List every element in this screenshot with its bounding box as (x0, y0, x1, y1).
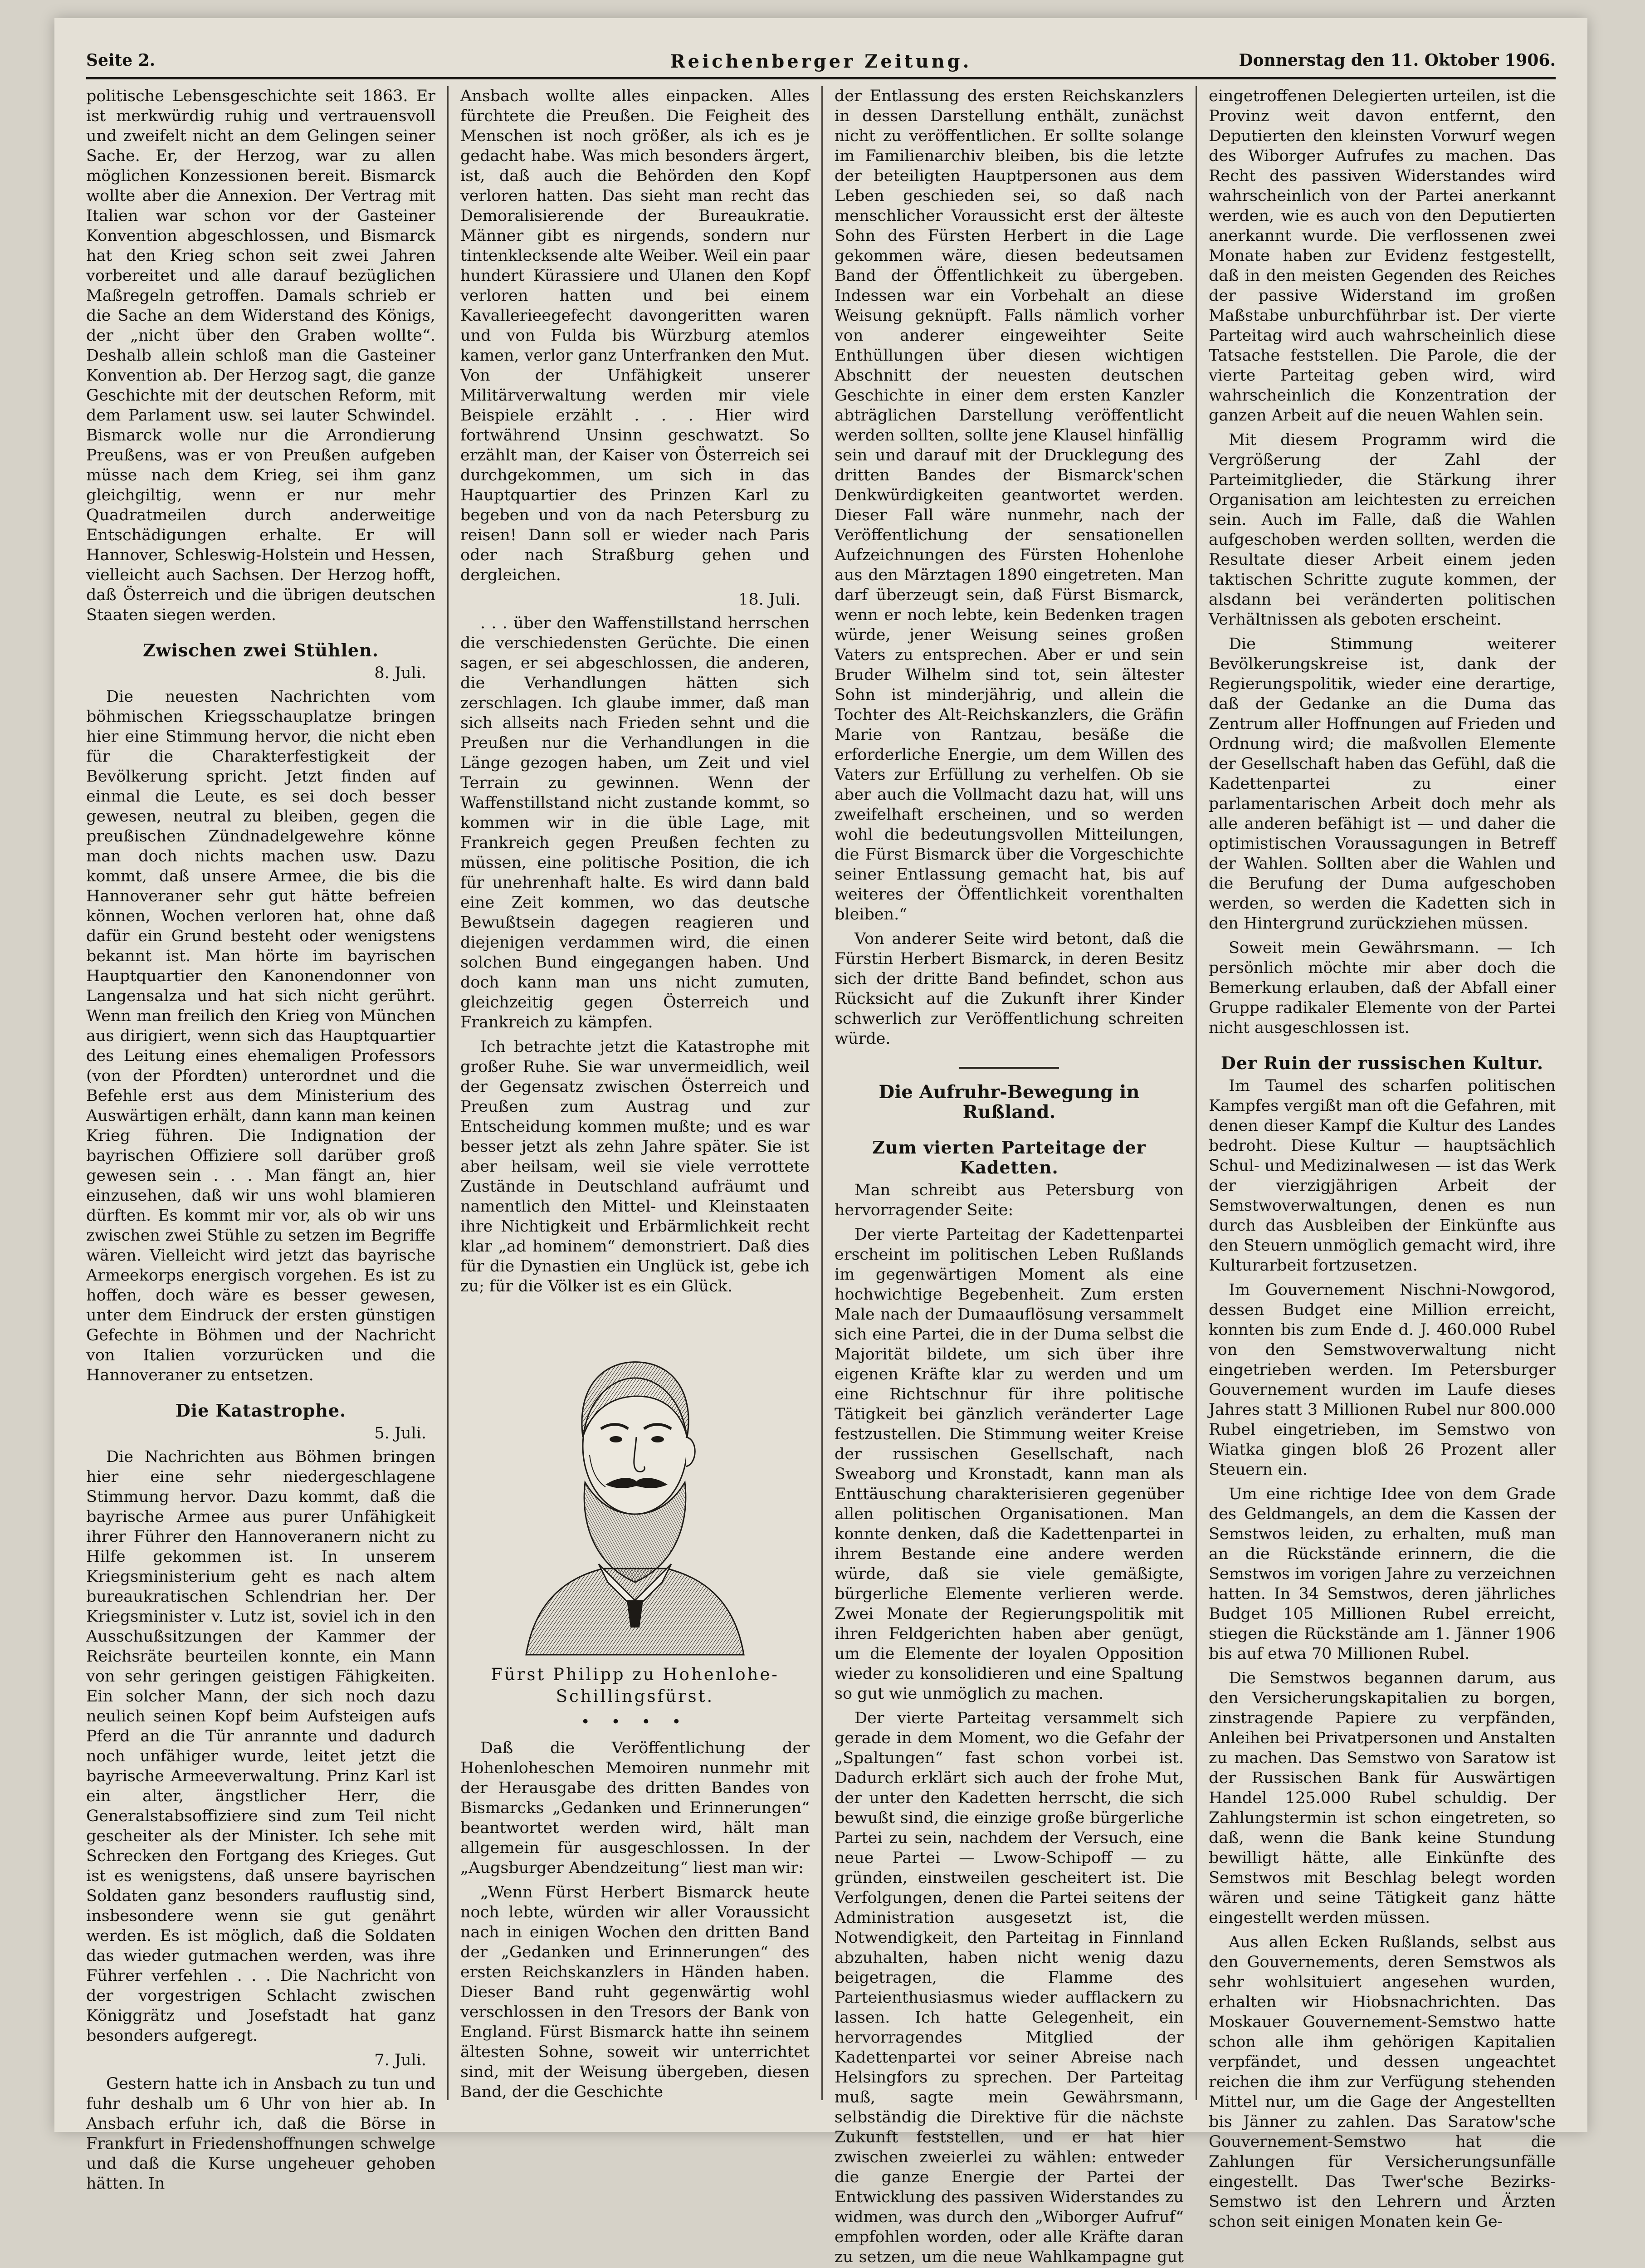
paragraph: Im Taumel des scharfen politischen Kampfes vergißt man oft die Gefahren, mit denen dieser Kampf die Kultur des Landes bedroht. Diese Kultur — hauptsächlich Schul- und Medizinalwesen — ist das Werk der vierzigjährigen Arbeit der Semstwoverwaltungen, denen es nun durch das Ausbleiben der Einkünfte aus den Steuern unmöglich gemacht wird, ihre Kulturarbeit fortzusetzen. (1209, 1077, 1556, 1275)
section-heading: Die Katastrophe. (175, 1400, 347, 1421)
issue-date: Donnerstag den 11. Oktober 1906. (1239, 51, 1556, 70)
section-heading: Zwischen zwei Stühlen. (143, 640, 379, 660)
page-number: Seite 2. (86, 51, 156, 70)
column-4 (1209, 86, 1556, 2231)
ornament-separator: • • • • (581, 1713, 689, 1731)
newspaper-title: Reichenberger Zeitung. (670, 51, 972, 72)
column-divider (447, 86, 449, 2100)
paragraph: Man schreibt aus Petersburg von hervorragender Seite: (835, 1181, 1184, 1219)
newspaper-page (54, 18, 1587, 2266)
column-3 (835, 86, 1184, 2266)
column-1 (86, 86, 435, 2193)
paragraph: Mit diesem Programm wird die Vergrößerung der Zahl der Parteimitglieder, die Stärkung ihrer Organisation am leichtesten zu erreichen sein. Auch im Falle, daß die Wahlen aufgeschoben werden sollten, werden die Resultate dieser Arbeit einem jeden taktischen Schritte zugute kommen, der alsdann bei veränderten politischen Verhältnissen als geboten erscheint. (1209, 431, 1556, 629)
paragraph: eingetroffenen Delegierten urteilen, ist die Provinz weit davon entfernt, den Deputierten den kleinsten Vorwurf wegen des Wiborger Aufrufes zu machen. Das Recht des passiven Widerstandes wird wahrscheinlich von der Partei anerkannt werden, wie es auch von den Deputierten anerkannt wurde. Die verflossenen zwei Monate haben zur Evidenz festgestellt, daß in den meisten Gegenden des Reiches der passive Widerstand im großen Maßstabe unburchführbar ist. Der vierte Parteitag wird auch wahrscheinlich diese Tatsache feststellen. Die Parole, die der vierte Parteitag geben wird, wird wahrscheinlich die Konzentration der ganzen Arbeit auf die neuen Wahlen sein. (1209, 87, 1556, 425)
paragraph: Von anderer Seite wird betont, daß die Fürstin Herbert Bismarck, in deren Besitz sich der dritte Band befindet, schon aus Rücksicht auf die Zukunft ihrer Kinder schwerlich zur Veröffentlichung schreiten würde. (835, 930, 1184, 1048)
masthead (86, 51, 1556, 78)
paragraph: Der vierte Parteitag versammelt sich gerade in dem Moment, wo die Gefahr der „Spaltungen“ fast schon vorbei ist. Dadurch erklärt sich auch der frohe Mut, der unter den Kadetten herrscht, die sich bewußt sind, die einzige große bürgerliche Partei zu sein, nachdem der Versuch, eine neue Partei — Lwow-Schipoff — zu gründen, einstweilen gescheitert ist. Die Verfolgungen, denen die Partei seitens der Administration ausgesetzt ist, die Notwendigkeit, den Parteitag in Finnland abzuhalten, haben nicht wenig dazu beigetragen, die Flamme des Parteienthusiasmus wieder aufflackern zu lassen. Ich hatte Gelegenheit, ein hervorragendes Mitglied der Kadettenpartei vor seiner Abreise nach Helsingfors zu sprechen. Der Parteitag muß, sagte mein Gewährsmann, selbständig die Direktive für die nächste Zukunft feststellen, und er hat hier zwischen zweierlei zu wählen: entweder die ganze Energie der Partei der Entwicklung des passiven Widerstandes zu widmen, was durch den „Wiborger Aufruf“ empfohlen worden, oder alle Kräfte daran zu setzen, um die neue Wahlkampagne gut (835, 1709, 1184, 2266)
paragraph: Ich betrachte jetzt die Katastrophe mit großer Ruhe. Sie war unvermeidlich, weil der Gegensatz zwischen Österreich und Preußen zum Austrag und zur Entscheidung kommen mußte; und es war besser jetzt als zehn Jahre später. Sie ist aber heilsam, weil sie viele verrottete Zustände in Deutschland aufräumt und namentlich den Mittel- und Kleinstaaten ihre Nichtigkeit und Erbärmlichkeit recht klar „ad hominem“ demonstriert. Daß dies für die Dynastien ein Unglück ist, gebe ich zu; für die Völker ist es ein Glück. (460, 1038, 810, 1295)
paragraph: Die Semstwos begannen darum, aus den Versicherungskapitalien zu borgen, zinstragende Papiere zu verpfänden, Anleihen bei Privatpersonen und Anstalten zu machen. Das Semstwo von Saratow ist der Russischen Bank für Auswärtigen Handel 125.000 Rubel schuldig. Der Zahlungstermin ist schon eingetreten, so daß, wenn die Bank keine Stundung bewilligt hätte, alle Einkünfte des Semstwos mit Beschlag belegt worden wären und seine Tätigkeit ganz hätte eingestellt werden müssen. (1209, 1669, 1556, 1927)
paragraph: Die Nachrichten aus Böhmen bringen hier eine sehr niedergeschlagene Stimmung hervor. Dazu kommt, daß die bayrische Armee aus purer Unfähigkeit ihrer Führer den Hannoveranern nicht zu Hilfe gekommen ist. In unserem Kriegsministerium geht es nach altem bureaukratischen Schlendrian her. Der Kriegsminister v. Lutz ist, soviel ich in den Ausschußsitzungen der Kammer der Reichsräte beurteilen konnte, ein Mann von sehr geringen geistigen Fähigkeiten. Ein solcher Mann, der sich noch dazu neulich seinen Kopf beim Aufsteigen aufs Pferd an die Tür anrannte und dadurch noch unfähiger wurde, leitet jetzt die bayrische Armeeverwaltung. Prinz Karl ist ein alter, ängstlicher Herr, die Generalstabsoffiziere sind zum Teil nicht gescheiter als der Minister. Ich sehe mit Schrecken den Fortgang des Krieges. Gut ist es wenigstens, daß unsere bayrischen Soldaten ganz besonders rauflustig sind, insbesondere wenn sie gut genährt werden. Es ist möglich, daß die Soldaten das wieder gutmachen werden, was ihre Führer verfehlen . . . Die Nachricht von der vorgestrigen Schlacht zwischen Königgrätz und Josefstadt hat ganz besonders aufgeregt. (86, 1448, 435, 2045)
paragraph: Im Gouvernement Nischni-Nowgorod, dessen Budget eine Million erreicht, konnten bis zum Ende d. J. 460.000 Rubel von den Semstwoverwaltung nicht eingetrieben werden. Im Petersburger Gouvernement wurden im Laufe dieses Jahres statt 3 Millionen Rubel nur 800.000 Rubel eingetrieben, im Semstwo von Wiatka gingen bloß 26 Prozent aller Steuern ein. (1209, 1281, 1556, 1479)
column-divider (1196, 86, 1197, 2100)
dateline: 8. Juli. (374, 664, 426, 682)
portrait-engraving (508, 1310, 762, 1655)
paragraph: Gestern hatte ich in Ansbach zu tun und fuhr deshalb um 6 Uhr von hier ab. In Ansbach erfuhr ich, daß die Börse in Frankfurt in Friedenshoffnungen schwelge und daß die Kurse ungeheuer gehoben hätten. In (86, 2075, 435, 2193)
paragraph: Ansbach wollte alles einpacken. Alles fürchtete die Preußen. Die Feigheit des Menschen ist noch größer, als ich es je gedacht habe. Was mich besonders ärgert, ist, daß auch die Behörden den Kopf verloren hatten. Das sieht man recht das Demoralisierende der Bureaukratie. Männer gibt es nirgends, sondern nur tintenklecksende alte Weiber. Weil ein paar hundert Kürassiere und Ulanen den Kopf verloren hatten und bei einem Kavallerieegefecht davongeritten waren und von Fulda bis Würzburg atemlos kamen, verlor ganz Unterfranken den Mut. Von der Unfähigkeit unserer Militärverwaltung werden mir viele Beispiele erzählt . . . Hier wird fortwährend Unsinn geschwatzt. So erzählt man, der Kaiser von Österreich sei durchgekommen, um sich in das Hauptquartier des Prinzen Karl zu begeben und von da nach Petersburg zu reisen! Dann soll er wieder nach Paris oder nach Straßburg gehen und dergleichen. (460, 87, 810, 584)
article-subheadline: Zum vierten Parteitage der Kadetten. (872, 1137, 1146, 1178)
section-divider (959, 1067, 1059, 1069)
paragraph: der Entlassung des ersten Reichskanzlers in dessen Darstellung enthält, zunächst nicht zu veröffentlichen. Er sollte solange im Familienarchiv bleiben, bis die letzte der beteiligten Hauptpersonen aus dem Leben geschieden sei, so daß nach menschlicher Voraussicht erst der älteste Sohn des Fürsten Herbert in die Lage gekommen wäre, diesen bedeutsamen Band der Öffentlichkeit zu übergeben. Indessen war ein Vorbehalt an diese Weisung geknüpft. Falls nämlich vorher von anderer eingeweihter Seite Enthüllungen über diesen wichtigen Abschnitt der neuesten deutschen Geschichte in einer dem ersten Kanzler abträglichen Darstellung veröffentlicht werden sollten, sollte jene Klausel hinfällig sein und darauf mit der Drucklegung des dritten Bandes der Bismarck'schen Denkwürdigkeiten geantwortet werden. Dieser Fall wäre nunmehr, nach der Veröffentlichung der sensationellen Aufzeichnungen des Fürsten Hohenlohe aus den Märztagen 1890 eingetreten. Man darf überzeugt sein, daß Fürst Bismarck, wenn er noch lebte, kein Bedenken tragen würde, jener Weisung seines großen Vaters zu entsprechen. Aber er und sein Bruder Wilhelm sind tot, sein ältester Sohn ist minderjährig, und allein die Tochter des Alt-Reichskanzlers, die Gräfin Marie von Rantzau, besäße die erforderliche Energie, um dem Willen des Vaters zur Erfüllung zu verhelfen. Ob sie aber auch die Vollmacht dazu hat, will uns zweifelhaft erscheinen, und so werden wohl die bedeutungsvollen Mitteilungen, die Fürst Bismarck über die Vorgeschichte seiner Entlassung gemacht hat, bis auf weiteres der Öffentlichkeit vorenthalten bleiben.“ (835, 87, 1184, 924)
dateline: 18. Juli. (738, 591, 801, 609)
portrait-illustration (508, 1310, 762, 1655)
paragraph: politische Lebensgeschichte seit 1863. Er ist merkwürdig ruhig und vertrauensvoll und zweifelt nicht an dem Gelingen seiner Sache. Er, der Herzog, war zu allen möglichen Konzessionen bereit. Bismarck wollte aber die Annexion. Der Vertrag mit Italien war schon vor der Gasteiner Konvention abgeschlossen, und Bismarck hat den Krieg schon seit zwei Jahren vorbereitet und alle darauf bezüglichen Maßregeln getroffen. Damals schrieb er die Sache an dem Widerstand des Königs, der „nicht über den Graben wollte“. Deshalb allein schloß man die Gasteiner Konvention ab. Der Herzog sagt, die ganze Geschichte mit der deutschen Reform, mit dem Parlament usw. sei lauter Schwindel. Bismarck wolle nur die Arrondierung Preußens, was er von Preußen aufgeben müsse nach dem Krieg, sei ihm ganz gleichgiltig, wenn er nur mehr Quadratmeilen durch anderweitige Entschädigungen erhalte. Er will Hannover, Schleswig-Holstein und Hessen, vielleicht auch Sachsen. Der Herzog hofft, daß Österreich und die übrigen deutschen Staaten siegen werden. (86, 87, 435, 624)
paragraph: Die Stimmung weiterer Bevölkerungskreise ist, dank der Regierungspolitik, wieder eine derartige, daß der Gedanke an die Duma das Zentrum aller Hoffnungen auf Frieden und Ordnung wird; die maßvollen Elemente der Gesellschaft haben das Gefühl, daß die Kadettenpartei zu einer parlamentarischen Arbeit doch mehr als alle anderen befähigt ist — und daher die optimistischen Voraussagungen in Betreff der Wahlen. Sollten aber die Wahlen und die Berufung der Duma aufgeschoben werden, so werden die Kadetten sich in den Hintergrund zurückziehen müssen. (1209, 635, 1556, 933)
paragraph: Die neuesten Nachrichten vom böhmischen Kriegsschauplatze bringen hier eine Stimmung hervor, die nicht eben für die Charakterfestigkeit der Bevölkerung spricht. Jetzt finden auf einmal die Leute, es sei doch besser gewesen, neutral zu bleiben, gegen die preußischen Zündnadelgewehre könne man doch nichts machen usw. Dazu kommt, daß unsere Armee, die bis die Hannoveraner sehr gut hätte befreien können, Wochen verloren hat, ohne daß dafür ein Grund besteht oder wenigstens bekannt ist. Man hörte im bayrischen Hauptquartier den Kanonendonner von Langensalza und hat sich nicht gerührt. Wenn man freilich den Krieg von München aus dirigiert, wenn sich das Hauptquartier des Leitung eines ehemaligen Professors (von der Pfordten) unterordnet und die Befehle erst aus dem Ministerium des Auswärtigen erhält, dann kann man keinen Krieg führen. Die Indignation der bayrischen Offiziere soll darüber groß gewesen sein . . . Man fängt an, hier einzusehen, daß wir uns wohl blamieren dürften. Es kommt mir vor, als ob wir uns zwischen zwei Stühle zu setzen im Begriffe wären. Vielleicht wird jetzt das bayrische Armeekorps energisch vorgehen. Es ist zu hoffen, doch wäre es besser gewesen, unter dem Eindruck der ersten günstigen Gefechte in Böhmen und der Nachricht von Italien vorzurücken und die Hannoveraner zu entsetzen. (86, 688, 435, 1384)
paragraph: Um eine richtige Idee von dem Grade des Geldmangels, an dem die Kassen der Semstwos leiden, zu erhalten, muß man an die Rückstände erinnern, die die Semstwos im vorigen Jahre zu verzeichnen hatten. In 34 Semstwos, deren jährliches Budget 105 Millionen Rubel erreicht, stiegen die Rückstände am 1. Jänner 1906 bis auf etwa 70 Millionen Rubel. (1209, 1485, 1556, 1663)
column-2 (460, 86, 810, 2100)
paragraph: Soweit mein Gewährsmann. — Ich persönlich möchte mir aber doch die Bemerkung erlauben, daß der Abfall einer Gruppe radikaler Elemente von der Partei nicht ausgeschlossen ist. (1209, 939, 1556, 1037)
masthead-rule (86, 77, 1556, 79)
paragraph: . . . über den Waffenstillstand herrschen die verschiedensten Gerüchte. Die einen sagen, er sei abgeschlossen, die anderen, die Verhandlungen hätten sich zerschlagen. Ich glaube immer, daß man sich allseits nach Frieden sehnt und die Preußen nur die Verhandlungen in die Länge gezogen haben, um Zeit und viel Terrain zu gewinnen. Wenn der Waffenstillstand nicht zustande kommt, so kommen wir in die üble Lage, mit Frankreich gegen Preußen fechten zu müssen, eine politische Position, die ich für unehrenhaft halte. Es wird dann bald eine Zeit kommen, wo das deutsche Bewußtsein dagegen reagieren und diejenigen verdammen wird, die einen solchen Bund eingegangen haben. Und doch kann man uns nicht zumuten, gleichzeitig gegen Österreich und Frankreich zu kämpfen. (460, 614, 810, 1031)
dateline: 7. Juli. (374, 2051, 426, 2069)
article-headline: Die Aufruhr-Bewegung in Rußland. (879, 1081, 1140, 1123)
section-heading: Der Ruin der russischen Kultur. (1220, 1053, 1544, 1073)
paragraph: Der vierte Parteitag der Kadettenpartei erscheint im politischen Leben Rußlands im gegenwärtigen Moment als eine hochwichtige Begebenheit. Zum ersten Male nach der Dumaauflösung versammelt sich eine Partei, die in der Duma selbst die Majorität bildete, um sich über ihre eigenen Kräfte klar zu werden und um eine Richtschnur für ihre politische Tätigkeit bei gänzlich veränderter Lage festzustellen. Die Stimmung weiter Kreise der russischen Gesellschaft, nach Sweaborg und Kronstadt, kann man als Enttäuschung charakterisieren gegenüber allen politischen Organisationen. Man konnte denken, daß die Kadettenpartei in ihrem Bestande eine andere werden würde, daß sie viele gemäßigte, bürgerliche Elemente verlieren werde. Zwei Monate der Regierungspolitik mit ihren Feldgerichten haben aber genügt, um die Elemente der loyalen Opposition wieder zu konsolidieren und eine Spaltung so gut wie unmöglich zu machen. (835, 1226, 1184, 1703)
column-divider (821, 86, 823, 2100)
dateline: 5. Juli. (374, 1424, 426, 1442)
paragraph: Daß die Veröffentlichung der Hohenloheschen Memoiren nunmehr mit der Herausgabe des dritten Bandes von Bismarcks „Gedanken und Erinnerungen“ beantwortet werden wird, hält man allgemein für ausgeschlossen. In der „Augsburger Abendzeitung“ liest man wir: (460, 1739, 810, 1877)
paragraph: Aus allen Ecken Rußlands, selbst aus den Gouvernements, deren Semstwos als sehr wohlsituiert angesehen wurden, erhalten wir Hiobsnachrichten. Das Moskauer Gouvernement-Semstwo hatte schon alle ihm gehörigen Kapitalien verpfändet, und dessen ungeachtet reichen die ihm zur Verfügung stehenden Mittel nur, um die Gage der Angestellten bis Jänner zu zahlen. Das Saratow'sche Gouvernement-Semstwo hat die Zahlungen für Versicherungsunfälle eingestellt. Das Twer'sche Bezirks-Semstwo ist den Lehrern und Ärzten schon seit einigen Monaten kein Ge- (1209, 1933, 1556, 2231)
paragraph: „Wenn Fürst Herbert Bismarck heute noch lebte, würden wir aller Voraussicht nach in einigen Wochen den dritten Band der „Gedanken und Erinnerungen“ des ersten Reichskanzlers in Händen haben. Dieser Band ruht gegenwärtig wohl verschlossen in den Tresors der Bank von England. Fürst Bismarck hatte ihn seinem ältesten Sohne, soweit wir unterrichtet sind, mit der Weisung übergeben, diesen Band, der die Geschichte (460, 1883, 810, 2101)
portrait-caption: Fürst Philipp zu Hohenlohe-Schillingsfürst. (491, 1665, 779, 1706)
